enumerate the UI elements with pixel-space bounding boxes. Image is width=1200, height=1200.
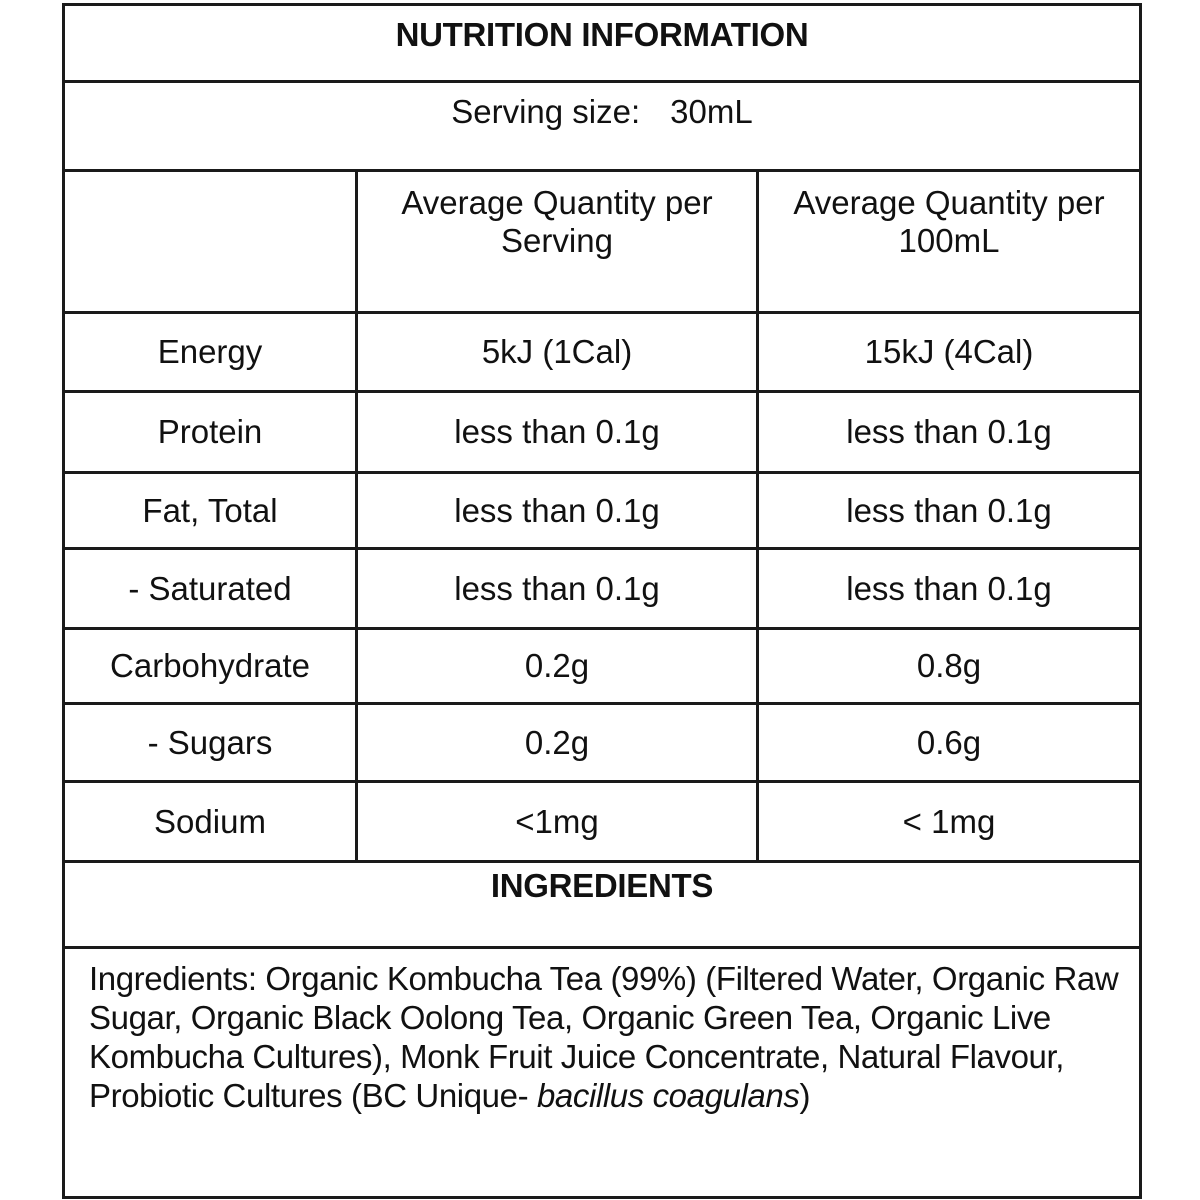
nutrient-row-carbohydrate: [65, 630, 1139, 705]
title-row: [65, 6, 1139, 83]
header-blank-cell: [65, 172, 355, 311]
nutrient-per-100ml: 15kJ (4Cal): [756, 314, 1139, 390]
nutrient-name: Fat, Total: [142, 491, 278, 529]
serving-size-row: [65, 83, 1139, 172]
panel-title: NUTRITION INFORMATION: [395, 16, 809, 53]
nutrient-name: Sodium: [154, 802, 266, 840]
nutrient-per-100ml: < 1mg: [756, 783, 1139, 860]
nutrient-row-sodium: [65, 783, 1139, 863]
nutrient-row-sugars: [65, 705, 1139, 783]
nutrient-per-100ml: less than 0.1g: [756, 393, 1139, 471]
nutrient-per-serving: less than 0.1g: [355, 550, 756, 627]
nutrient-per-serving: less than 0.1g: [355, 474, 756, 547]
ingredients-heading: INGREDIENTS: [490, 867, 714, 904]
serving-size-value: 30mL: [670, 93, 753, 130]
ingredients-heading-row: [65, 863, 1139, 949]
nutrient-name: - Sugars: [147, 723, 273, 761]
serving-size: [65, 83, 1139, 169]
nutrient-per-serving: 5kJ (1Cal): [355, 314, 756, 390]
nutrient-row-saturated: [65, 550, 1139, 630]
serving-size-label: Serving size:: [451, 93, 641, 130]
nutrient-per-serving: 0.2g: [355, 630, 756, 702]
nutrient-per-100ml: 0.6g: [756, 705, 1139, 780]
nutrient-row-energy: [65, 314, 1139, 393]
nutrient-row-fat-total: [65, 474, 1139, 550]
ingredients-list: Ingredients: Organic Kombucha Tea (99%) (Filtered Water, Organic Raw Sugar, Organic Black Oolong Tea, Organic Green Tea, Organic Live Kombucha Cultures), Monk Fruit Juice Concentrate, Natural Flavour, Probiotic Cultures (BC Unique-: [89, 960, 1119, 1114]
nutrient-row-protein: [65, 393, 1139, 474]
nutrient-per-serving: 0.2g: [355, 705, 756, 780]
nutrient-per-serving: <1mg: [355, 783, 756, 860]
nutrient-per-serving: less than 0.1g: [355, 393, 756, 471]
header-per-100ml: Average Quantity per 100mL: [756, 172, 1139, 311]
nutrient-name: - Saturated: [128, 569, 292, 607]
nutrient-per-100ml: 0.8g: [756, 630, 1139, 702]
nutrient-per-100ml: less than 0.1g: [756, 550, 1139, 627]
nutrient-per-100ml: less than 0.1g: [756, 474, 1139, 547]
ingredients-text: [89, 959, 1119, 1115]
nutrient-name: Energy: [157, 333, 263, 370]
header-per-serving: Average Quantity per Serving: [355, 172, 756, 311]
ingredients-close: ): [799, 1077, 811, 1114]
nutrient-name: Protein: [157, 413, 263, 450]
column-header-row: [65, 172, 1139, 314]
nutrient-name: Carbohydrate: [110, 647, 310, 684]
nutrition-panel: [62, 3, 1142, 1199]
ingredients-row: [65, 949, 1139, 1196]
ingredients-italic: bacillus coagulans: [536, 1077, 800, 1114]
